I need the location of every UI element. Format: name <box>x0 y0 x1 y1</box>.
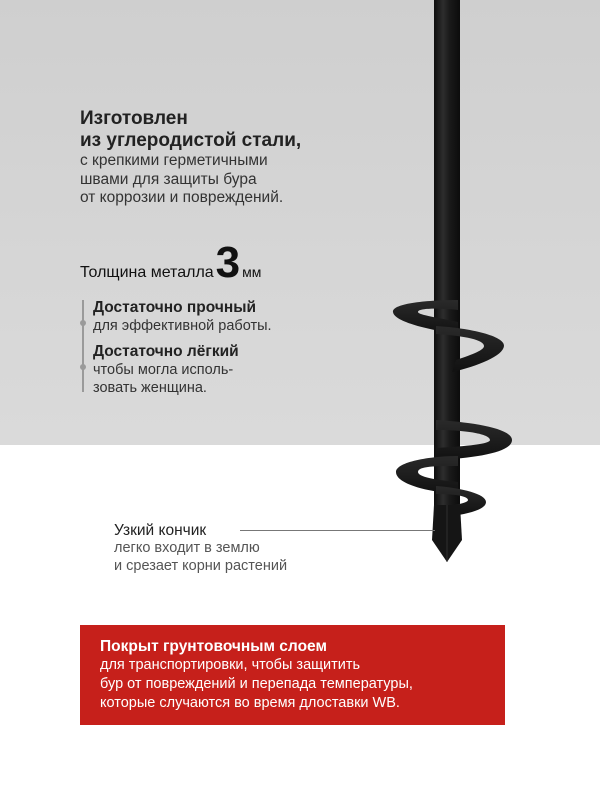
thickness-label: Толщина металла <box>80 264 214 281</box>
feature-text: чтобы могла исполь- <box>93 362 234 378</box>
coating-text: бур от повреждений и перепада температуры, <box>100 676 413 692</box>
material-heading-line-1: Изготовлен <box>80 108 188 129</box>
metal-thickness <box>80 238 262 287</box>
bracket-dot-icon <box>80 364 86 370</box>
feature-bracket-line <box>82 300 84 392</box>
feature-text: для эффективной работы. <box>93 318 272 334</box>
feature-light <box>93 343 272 397</box>
bracket-dot-icon <box>80 320 86 326</box>
coating-text: для транспортировки, чтобы защитить <box>100 657 361 673</box>
material-description <box>80 108 301 208</box>
feature-strong <box>93 299 272 335</box>
material-body-line-2: швами для защиты бура <box>80 170 257 188</box>
thickness-value: 3 <box>215 238 241 287</box>
tip-text: и срезает корни растений <box>114 558 288 574</box>
coating-text: которые случаются во время длоставки WB. <box>100 695 400 711</box>
feature-text: зовать женщина. <box>93 380 207 396</box>
material-heading-line-2: из углеродистой стали, <box>80 130 302 151</box>
feature-list <box>93 299 272 405</box>
tip-title: Узкий кончик <box>114 522 207 539</box>
feature-title: Достаточно прочный <box>93 299 256 316</box>
material-body-line-3: от коррозии и повреждений. <box>80 189 284 206</box>
coating-title: Покрыт грунтовочным слоем <box>100 638 327 655</box>
tip-text: легко входит в землю <box>114 540 260 556</box>
thickness-unit: мм <box>242 264 262 280</box>
tip-description <box>114 522 287 575</box>
feature-title: Достаточно лёгкий <box>93 343 239 360</box>
material-body-line-1: с крепкими герметичными <box>80 152 268 169</box>
coating-banner <box>80 625 505 725</box>
